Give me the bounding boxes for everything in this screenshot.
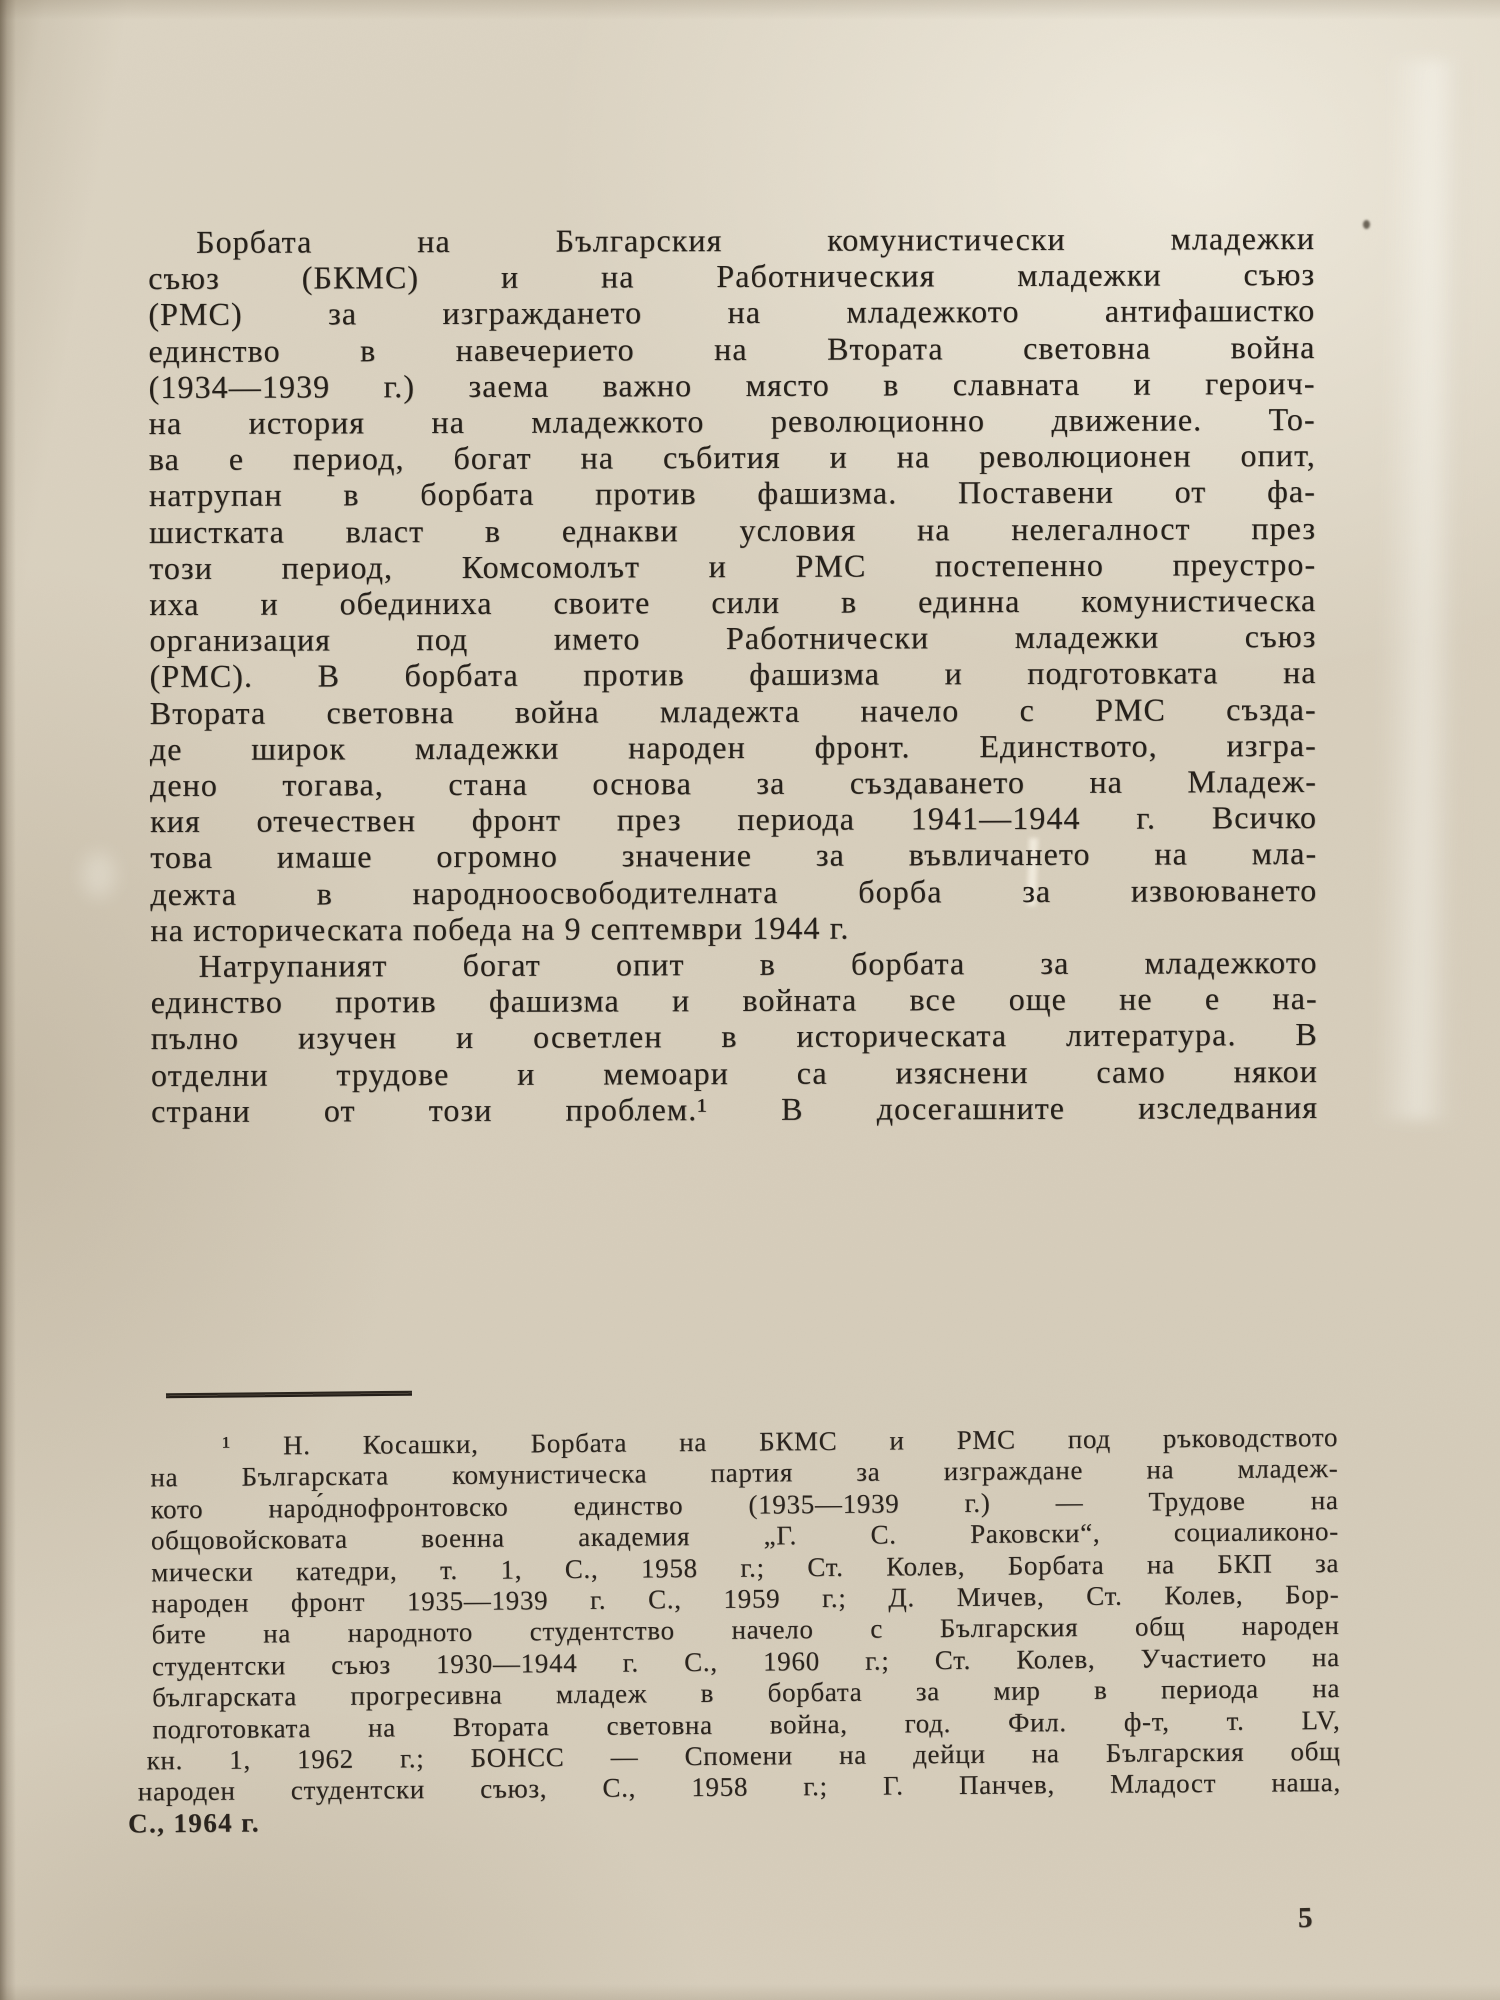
paragraph [148,220,1318,948]
page-edge-shadow-bottom [0,1984,1500,2000]
body-text-line: единство в навечерието на Втората световна война [148,328,1316,369]
body-text-line: (1934—1939 г.) заема важно място в славната и героич- [148,364,1316,405]
footnote-line: студентски съюз 1930—1944 г. С., 1960 г.; Ст. Колев, Участието на [151,1641,1340,1682]
body-text-line: Втората световна война младежта начело с РМС създа- [149,690,1317,731]
body-text-line: пълно изучен и осветлен в историческата литература. В [150,1016,1318,1057]
body-text-line: (РМС) за изграждането на младежкото антифашистко [148,292,1316,333]
footnote-line: общовойсковата военна академия „Г. С. Раковски“, социаликоно- [150,1516,1339,1556]
footnote-separator [166,1391,412,1399]
body-text-line: Натрупаният богат опит в борбата за младежкото [198,944,1318,984]
footnote-line: бите на народното студентство начело с Българския общ народен [151,1610,1340,1650]
body-text-line: съюз (БКМС) и на Работническия младежки съюз [148,256,1316,297]
page-edge-shadow-top [0,0,1500,20]
footnote-line: кото наро́днофронтовско единство (1935—1939 г.) — Трудове на [150,1484,1339,1525]
page-curvature-highlight [1375,59,1470,1120]
body-text-line: натрупан в борбата против фашизма. Поставени от фа- [148,473,1317,514]
body-text-line: на история на младежкото революционно движение. То- [148,400,1316,442]
footnote-line: българската прогресивна младеж в борбата за мир в периода на [152,1673,1341,1713]
body-text-line: страни от този проблем.¹ В досегашните изследвания [151,1088,1319,1129]
body-text-line: ва е период, богат на събития и на революционен опит, [148,437,1316,478]
body-text-line: единство против фашизма и войната все още не е на- [150,980,1318,1021]
body-text-line: дено тогава, стана основа за създаването на Младеж- [149,763,1318,804]
body-text-line: де широк младежки народен фронт. Единството, изгра- [149,726,1317,767]
footnote-line: народен студентски съюз, С., 1958 г.; Г. Панчев, Младост наша, [137,1767,1341,1807]
body-text-line: организация под името Работнически младежки съюз [149,618,1317,659]
body-text-line: Борбата на Българския комунистически младежки [196,219,1316,260]
page-number: 5 [1297,1901,1313,1935]
footnote-line: С., 1964 г. [127,1807,261,1839]
body-text-line: шистката власт в еднакви условия на нелегалност през [149,509,1317,550]
footnote-line: народен фронт 1935—1939 г. С., 1959 г.; Д. Мичев, Ст. Колев, Бор- [151,1579,1340,1619]
footnote [127,1422,1341,1840]
body-text [148,220,1318,1129]
footnote-line: мически катедри, т. 1, С., 1958 г.; Ст. Колев, Борбата на БКП за [151,1547,1340,1587]
footnote-line: на Българската комунистическа партия за изграждане на младеж- [150,1453,1339,1493]
body-text-line: иха и обединиха своите сили в единна комунистическа [149,581,1317,623]
body-text-line: отделни трудове и мемоари са изяснени само някои [150,1052,1319,1093]
body-text-line: на историческата победа на 9 септември 1944 г. [150,909,850,948]
paragraph [151,944,1319,1129]
body-text-line: дежта в народноосвободителната борба за извоюването [150,871,1318,912]
paper-light-blob [82,852,116,898]
footnote-line: подготовката на Втората световна война, год. Фил. ф-т, т. LV, [152,1704,1341,1744]
body-text-line: този период, Комсомолът и РМС постепенно преустро- [149,545,1317,586]
page-edge-shadow-left [0,0,16,2000]
body-text-line: кия отечествен фронт през периода 1941—1944 г. Всичко [150,799,1318,840]
body-text-line: (РМС). В борбата против фашизма и подготовката на [149,654,1317,695]
footnote-line: кн. 1, 1962 г.; БОНСС — Спомени на дейци на Българския общ [146,1736,1341,1776]
footnote-line: ¹ Н. Косашки, Борбата на БКМС и РМС под ръководството [222,1422,1339,1461]
paper-speck [1363,220,1370,229]
body-text-line: това имаше огромно значение за въвличането на мла- [150,835,1318,876]
